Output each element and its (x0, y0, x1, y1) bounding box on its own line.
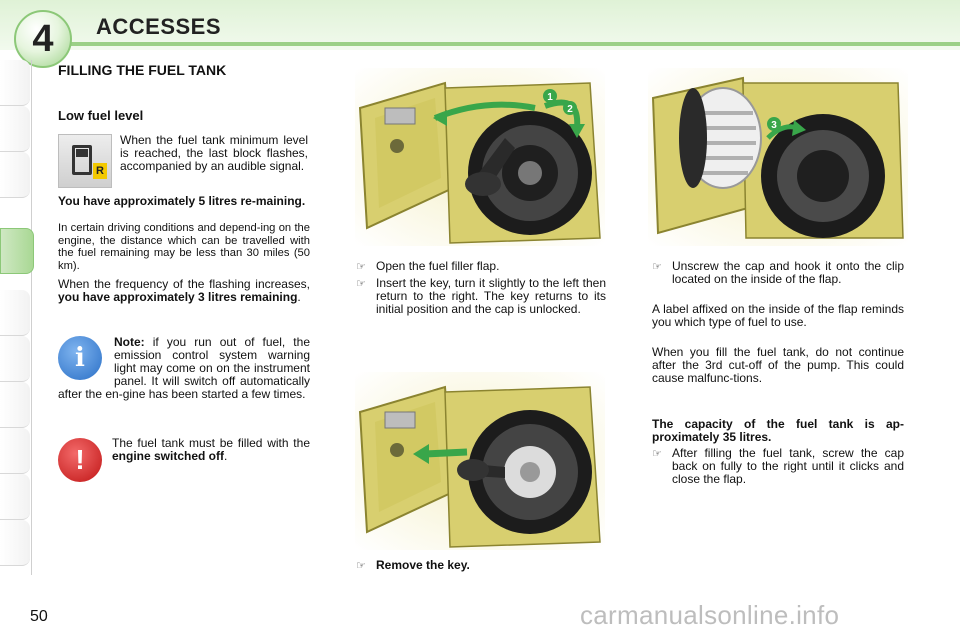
note-text (58, 336, 310, 401)
arrow-label-2: 2 (567, 104, 573, 115)
note-body: if you run out of fuel, the emission control system warning light may come on on the instrument panel. It will switch off automatically after the en-gine has been started a few times. (58, 335, 310, 401)
illustration-unscrew-cap-svg (648, 68, 908, 246)
pointing-hand-icon: ☞ (356, 277, 366, 290)
illustration-remove-key (355, 372, 605, 550)
chapter-tab-6[interactable] (0, 336, 30, 382)
chapter-tab-7[interactable] (0, 382, 30, 428)
warning-icon: ! (58, 438, 102, 482)
header-rule (70, 42, 960, 46)
chapter-number: 4 (32, 17, 54, 60)
illustration-remove-key-svg (355, 372, 605, 550)
chapter-tabs (0, 60, 32, 575)
chapter-tab-9[interactable] (0, 474, 30, 520)
approx-5-litres-text: You have approximately 5 litres re-maining. (58, 194, 306, 208)
chapter-tab-3[interactable] (0, 152, 30, 198)
filled-text-a: The fuel tank must be filled with the (112, 436, 310, 450)
flashing-text-a: When the frequency of the flashing increases, (58, 277, 310, 291)
step-close-cap-text: After filling the fuel tank, screw the cap back on fully to the right until it clicks and close the flap. (672, 446, 904, 486)
pointing-hand-icon: ☞ (356, 559, 366, 572)
flashing-text-c: . (297, 290, 301, 304)
fuel-cap-shape (679, 88, 761, 188)
pump-cutoff-text: When you fill the fuel tank, do not continue after the 3rd cut-off of the pump. This could cause malfunc-tions. (652, 345, 904, 385)
fuel-label-text: A label affixed on the inside of the flap reminds you which type of fuel to use. (652, 302, 904, 329)
chapter-title: ACCESSES (96, 14, 222, 39)
pointing-hand-icon: ☞ (652, 447, 662, 460)
filled-text (112, 437, 310, 463)
info-icon: i (58, 336, 102, 380)
step-close-cap (652, 447, 904, 486)
filled-text-c: . (224, 449, 228, 463)
step-remove-key-text: Remove the key. (376, 558, 470, 572)
note-icon-spacer (58, 336, 114, 388)
subhead-low-fuel: Low fuel level (58, 108, 144, 123)
arrow-label-1: 1 (547, 92, 553, 103)
arrow-label-3: 3 (771, 120, 777, 131)
chapter-tab-2[interactable] (0, 106, 30, 152)
step-remove-key (356, 559, 606, 572)
reserve-badge: R (93, 163, 107, 179)
illustration-unlock-cap (355, 68, 605, 246)
conditions-text: In certain driving conditions and depend-ing on the engine, the distance which can be travelled with the fuel remaining may be less than 30 miles (50 km). (58, 222, 310, 272)
step-unscrew-cap-text: Unscrew the cap and hook it onto the clip located on the inside of the flap. (672, 259, 904, 286)
step-insert-key-text: Insert the key, turn it slightly to the left then return to the right. The key returns to its initial position and the cap is unlocked. (376, 276, 606, 316)
flashing-text (58, 278, 310, 304)
chapter-tab-5[interactable] (0, 290, 30, 336)
fuel-pump-window (76, 149, 88, 157)
watermark: carmanualsonline.info (580, 600, 840, 630)
remove-key-arrow (425, 452, 467, 454)
filled-text-b: engine switched off (112, 449, 225, 463)
illustration-unlock-cap-svg (355, 68, 605, 246)
pointing-hand-icon: ☞ (356, 260, 366, 273)
chapter-tab-1[interactable] (0, 60, 30, 106)
tank-capacity-text: The capacity of the fuel tank is ap-proximately 35 litres. (652, 417, 904, 444)
illustration-unscrew-cap (648, 68, 908, 246)
pointing-hand-icon: ☞ (652, 260, 662, 273)
step-open-flap (356, 260, 606, 273)
fuel-level-text: When the fuel tank minimum level is reached, the last block flashes, accompanied by an audible signal. (120, 133, 308, 173)
chapter-tab-10[interactable] (0, 520, 30, 566)
section-title: FILLING THE FUEL TANK (58, 62, 227, 78)
note-label: Note: (114, 335, 145, 349)
step-open-flap-text: Open the fuel filler flap. (376, 259, 500, 273)
fuel-gauge-icon (58, 134, 112, 188)
flashing-text-b: you have approximately 3 litres remaining (58, 290, 298, 304)
chapter-tab-8[interactable] (0, 428, 30, 474)
step-unscrew-cap (652, 260, 904, 286)
page-number: 50 (30, 608, 48, 625)
chapter-tab-4-active[interactable] (0, 228, 34, 274)
step-insert-key (356, 277, 606, 316)
